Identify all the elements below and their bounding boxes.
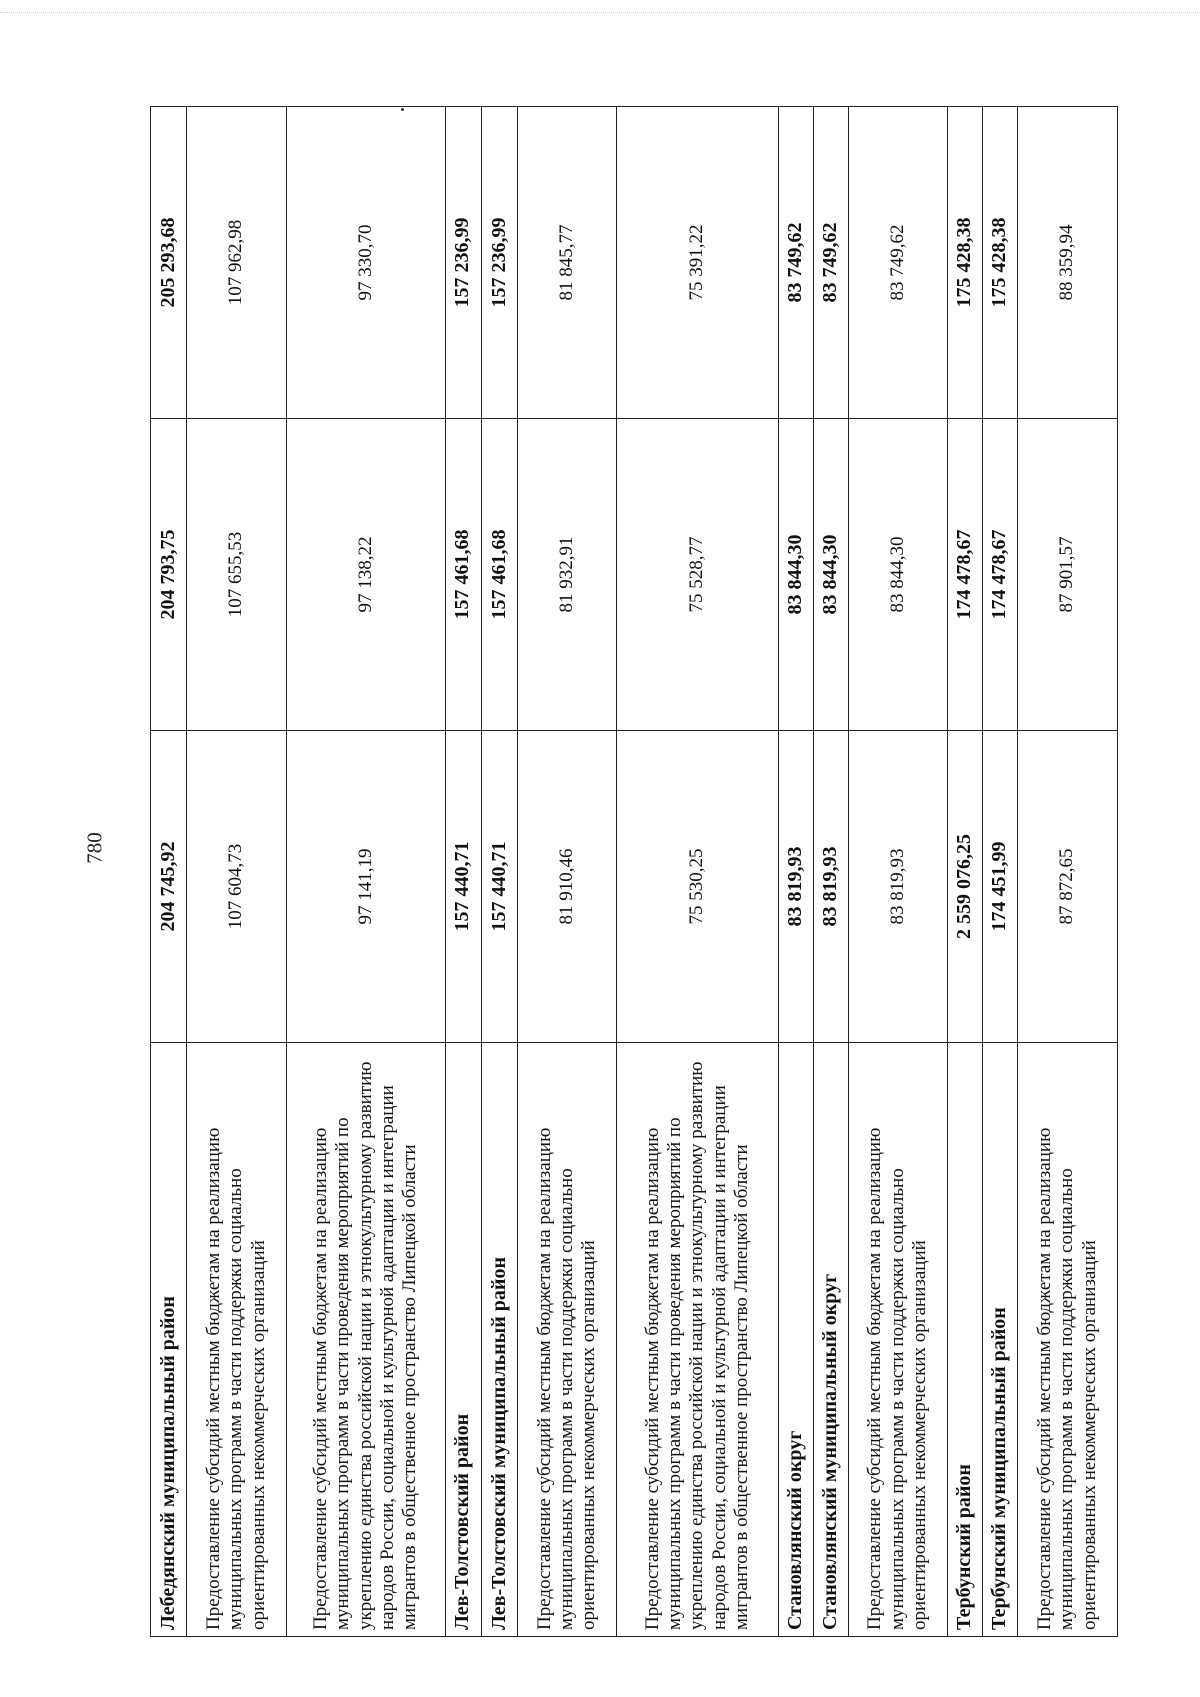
table-row	[481, 107, 517, 1637]
value-cell-3: 157 236,99	[445, 107, 481, 419]
value-cell-3: 83 749,62	[813, 107, 848, 419]
row-label: Предоставление субсидий местным бюджетам на реализацию муниципальных программ в части проведения мероприятий по укреплению единства российской нации и этнокультурному развитию народов России, социальной и культурной адаптации и интеграции мигрантов в общественное пространство Липецкой области	[286, 1043, 445, 1637]
value-cell-3: 157 236,99	[481, 107, 517, 419]
row-label: Предоставление субсидий местным бюджетам на реализацию муниципальных программ в части поддержки социально ориентированных некоммерческих организаций	[848, 1043, 948, 1637]
value-cell-2: 107 655,53	[187, 419, 287, 731]
value-cell-1: 204 745,92	[151, 731, 187, 1043]
value-cell-2: 81 932,91	[517, 419, 617, 731]
budget-table-rotated	[150, 107, 1118, 1637]
value-cell-2: 157 461,68	[445, 419, 481, 731]
scan-top-edge	[0, 12, 1200, 13]
value-cell-1: 157 440,71	[481, 731, 517, 1043]
row-label: Предоставление субсидий местным бюджетам на реализацию муниципальных программ в части проведения мероприятий по укреплению единства российской нации и этнокультурному развитию народов России, социальной и культурной адаптации и интеграции мигрантов в общественное пространство Липецкой области	[617, 1043, 778, 1637]
value-cell-1: 97 141,19	[286, 731, 445, 1043]
value-cell-1: 83 819,93	[778, 731, 813, 1043]
value-cell-3: 83 749,62	[778, 107, 813, 419]
value-cell-2: 87 901,57	[1018, 419, 1118, 731]
value-cell-2: 204 793,75	[151, 419, 187, 731]
value-cell-3: 205 293,68	[151, 107, 187, 419]
table-row	[286, 107, 445, 1637]
row-label: Предоставление субсидий местным бюджетам на реализацию муниципальных программ в части поддержки социально ориентированных некоммерческих организаций	[517, 1043, 617, 1637]
row-label: Становлянский муниципальный округ	[813, 1043, 848, 1637]
table-row	[187, 107, 287, 1637]
value-cell-2: 83 844,30	[848, 419, 948, 731]
row-label: Становлянский округ	[778, 1043, 813, 1637]
table-row	[517, 107, 617, 1637]
table-row	[1018, 107, 1118, 1637]
value-cell-3: 75 391,22	[617, 107, 778, 419]
value-cell-3: 107 962,98	[187, 107, 287, 419]
value-cell-3: 83 749,62	[848, 107, 948, 419]
value-cell-2: 174 478,67	[948, 419, 983, 731]
row-label: Тербунский муниципальный район	[983, 1043, 1018, 1637]
table-row	[948, 107, 983, 1637]
budget-table	[150, 106, 1118, 1637]
value-cell-1: 2 559 076,25	[948, 731, 983, 1043]
value-cell-1: 81 910,46	[517, 731, 617, 1043]
value-cell-2: 75 528,77	[617, 419, 778, 731]
value-cell-3: 81 845,77	[517, 107, 617, 419]
value-cell-1: 87 872,65	[1018, 731, 1118, 1043]
value-cell-2: 97 138,22	[286, 419, 445, 731]
table-row	[778, 107, 813, 1637]
value-cell-1: 83 819,93	[848, 731, 948, 1043]
row-label: Предоставление субсидий местным бюджетам на реализацию муниципальных программ в части поддержки социально ориентированных некоммерческих организаций	[187, 1043, 287, 1637]
table-row	[848, 107, 948, 1637]
table-row	[813, 107, 848, 1637]
value-cell-2: 83 844,30	[778, 419, 813, 731]
row-label: Лев-Толстовский район	[445, 1043, 481, 1637]
value-cell-3: 175 428,38	[948, 107, 983, 419]
table-row	[617, 107, 778, 1637]
row-label: Тербунский район	[948, 1043, 983, 1637]
value-cell-2: 83 844,30	[813, 419, 848, 731]
row-label: Предоставление субсидий местным бюджетам на реализацию муниципальных программ в части поддержки социально ориентированных некоммерческих организаций	[1018, 1043, 1118, 1637]
table-row	[983, 107, 1018, 1637]
value-cell-2: 174 478,67	[983, 419, 1018, 731]
table-row	[445, 107, 481, 1637]
value-cell-3: 175 428,38	[983, 107, 1018, 419]
value-cell-2: 157 461,68	[481, 419, 517, 731]
value-cell-1: 107 604,73	[187, 731, 287, 1043]
value-cell-1: 83 819,93	[813, 731, 848, 1043]
value-cell-3: 97 330,70	[286, 107, 445, 419]
value-cell-3: 88 359,94	[1018, 107, 1118, 419]
row-label: Лев-Толстовский муниципальный район	[481, 1043, 517, 1637]
page-number: 780	[82, 832, 107, 864]
row-label: Лебедянский муниципальный район	[151, 1043, 187, 1637]
value-cell-1: 157 440,71	[445, 731, 481, 1043]
value-cell-1: 174 451,99	[983, 731, 1018, 1043]
table-row	[151, 107, 187, 1637]
value-cell-1: 75 530,25	[617, 731, 778, 1043]
